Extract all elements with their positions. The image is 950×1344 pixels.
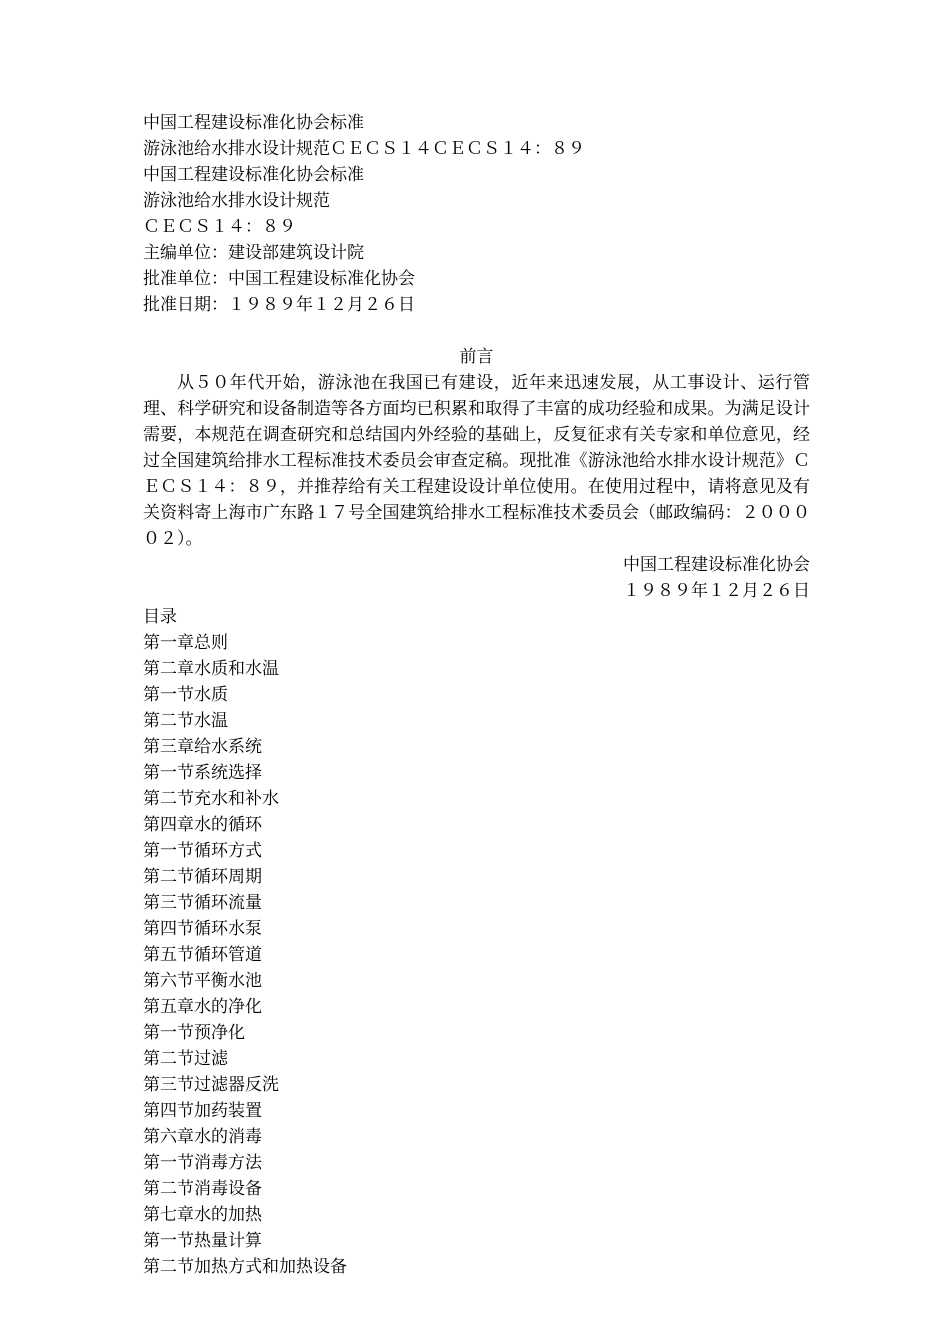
header-line-approval-date: 批准日期：１９８９年１２月２６日 bbox=[143, 295, 415, 315]
header-line-title: 游泳池给水排水设计规范 bbox=[143, 191, 330, 211]
toc-item-section: 第一节消毒方法 bbox=[143, 1153, 262, 1173]
toc-item-section: 第二节充水和补水 bbox=[143, 789, 279, 809]
toc-item-section: 第五节循环管道 bbox=[143, 945, 262, 965]
toc-item-chapter4: 第四章水的循环 bbox=[143, 815, 262, 835]
toc-item-section: 第二节过滤 bbox=[143, 1049, 228, 1069]
toc-item-section: 第一节系统选择 bbox=[143, 763, 262, 783]
toc-item-section: 第一节预净化 bbox=[143, 1023, 245, 1043]
header-line-standard-code: ＣＥＣＳ１４：８９ bbox=[143, 217, 296, 237]
header-line-association-standard-2: 中国工程建设标准化协会标准 bbox=[143, 165, 364, 185]
header-line-approval-unit: 批准单位：中国工程建设标准化协会 bbox=[143, 269, 415, 289]
toc-item-section: 第三节循环流量 bbox=[143, 893, 262, 913]
toc-item-section: 第二节水温 bbox=[143, 711, 228, 731]
toc-item-section: 第一节热量计算 bbox=[143, 1231, 262, 1251]
toc-item-chapter7: 第七章水的加热 bbox=[143, 1205, 262, 1225]
preface-paragraph: 从５０年代开始，游泳池在我国已有建设，近年来迅速发展，从工事设计、运行管理、科学研究和设备制造等各方面均已积累和取得了丰富的成功经验和成果。为满足设计需要，本规范在调查研究和总结国内外经验的基础上，反复征求有关专家和单位意见，经过全国建筑给排水工程标准技术委员会审查定稿。现批准《游泳池给水排水设计规范》ＣＥＣＳ１４：８９，并推荐给有关工程建设设计单位使用。在使用过程中，请将意见及有关资料寄上海市广东路１７号全国建筑给排水工程标准技术委员会（邮政编码：２００００２）。 bbox=[143, 373, 810, 549]
toc-item-section: 第四节加药装置 bbox=[143, 1101, 262, 1121]
document-header bbox=[143, 110, 810, 318]
header-line-association-standard: 中国工程建设标准化协会标准 bbox=[143, 113, 364, 133]
table-of-contents bbox=[143, 604, 810, 1280]
toc-item-section: 第一节水质 bbox=[143, 685, 228, 705]
toc-item-chapter5: 第五章水的净化 bbox=[143, 997, 262, 1017]
toc-item-chapter1: 第一章总则 bbox=[143, 633, 228, 653]
toc-item-chapter2: 第二章水质和水温 bbox=[143, 659, 279, 679]
document-content bbox=[143, 110, 810, 1280]
header-line-chief-editor-unit: 主编单位：建设部建筑设计院 bbox=[143, 243, 364, 263]
toc-item-section: 第二节加热方式和加热设备 bbox=[143, 1257, 347, 1277]
toc-item-section: 第四节循环水泵 bbox=[143, 919, 262, 939]
toc-item-chapter6: 第六章水的消毒 bbox=[143, 1127, 262, 1147]
toc-item-section: 第一节循环方式 bbox=[143, 841, 262, 861]
spacer bbox=[143, 318, 810, 344]
toc-item-section: 第二节消毒设备 bbox=[143, 1179, 262, 1199]
toc-item-section: 第三节过滤器反洗 bbox=[143, 1075, 279, 1095]
toc-item-chapter3: 第三章给水系统 bbox=[143, 737, 262, 757]
preface-title: 前言 bbox=[459, 347, 494, 367]
header-line-title-with-code: 游泳池给水排水设计规范ＣＥＣＳ１４ＣＥＣＳ１４：８９ bbox=[143, 139, 585, 159]
toc-item-section: 第六节平衡水池 bbox=[143, 971, 262, 991]
toc-title: 目录 bbox=[143, 607, 177, 627]
signature-date: １９８９年１２月２６日 bbox=[623, 581, 810, 601]
toc-item-section: 第二节循环周期 bbox=[143, 867, 262, 887]
signature-organization: 中国工程建设标准化协会 bbox=[623, 555, 810, 575]
